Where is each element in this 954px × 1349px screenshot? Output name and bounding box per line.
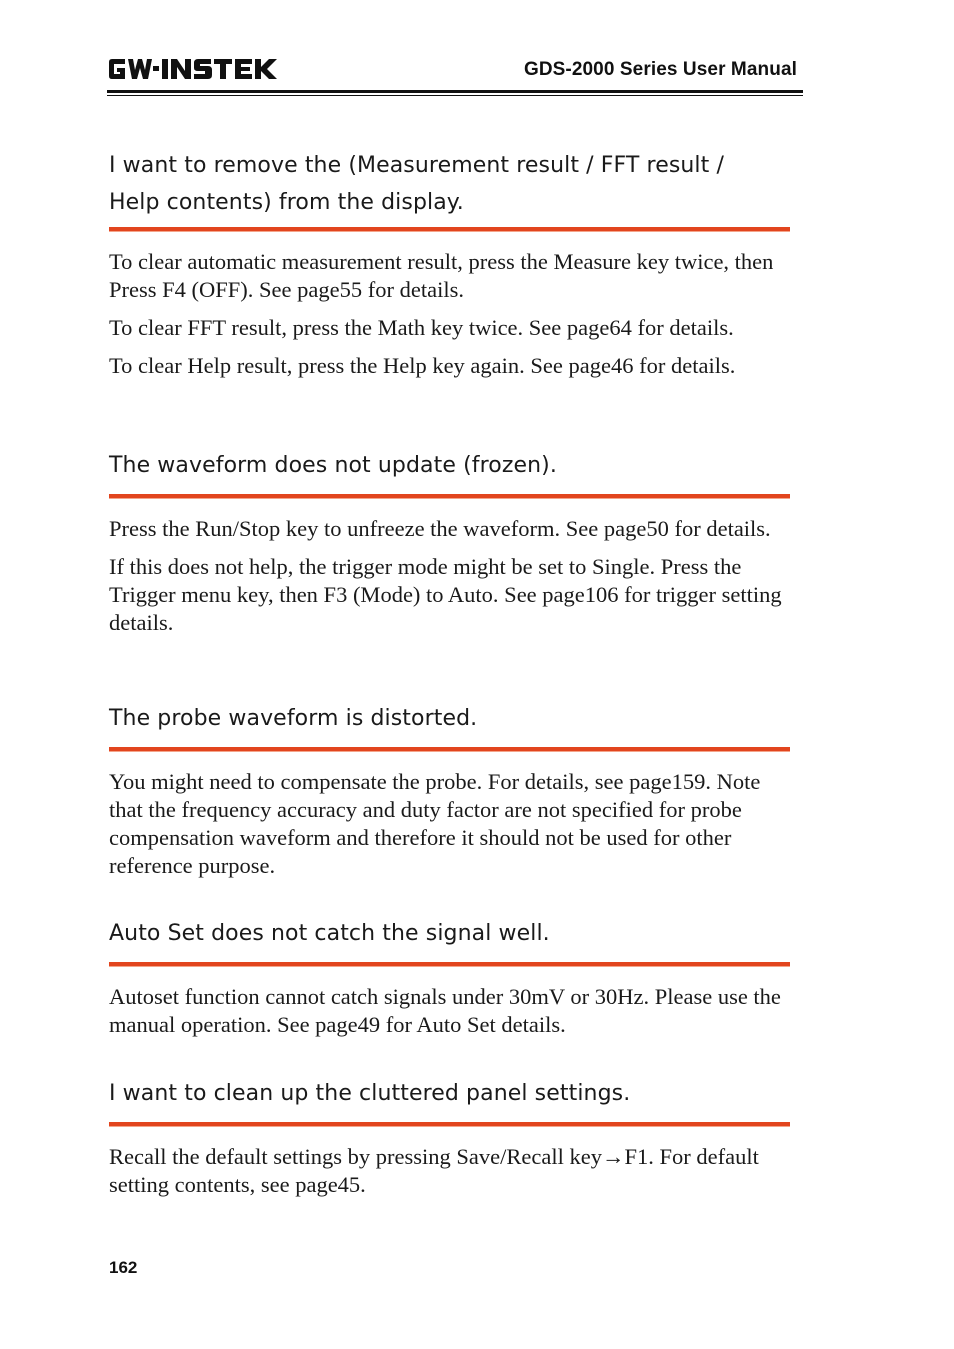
- page-number: 162: [109, 1258, 138, 1277]
- heading-line: Auto Set does not catch the signal well.: [109, 921, 550, 946]
- paragraph: You might need to compensate the probe. For details, see page159. Note that the frequency accuracy and duty factor are not specified for probe compensation waveform and therefore it should not be used for other reference purpose.: [109, 769, 761, 878]
- paragraph: To clear FFT result, press the Math key twice. See page64 for details.: [109, 315, 734, 340]
- section-body: [109, 983, 797, 1039]
- heading-line: The waveform does not update (frozen).: [109, 453, 557, 478]
- section-heading: [109, 915, 797, 952]
- gw-instek-logo: [107, 56, 279, 82]
- section-heading: [109, 700, 797, 737]
- heading-line: I want to remove the (Measurement result / FFT result /: [109, 153, 724, 178]
- heading-line: The probe waveform is distorted.: [109, 706, 478, 731]
- paragraph: To clear Help result, press the Help key again. See page46 for details.: [109, 353, 736, 378]
- section-body: [109, 768, 797, 880]
- section-body: [109, 515, 797, 637]
- section-body: [109, 248, 797, 380]
- paragraph: Autoset function cannot catch signals under 30mV or 30Hz. Please use the manual operation. See page49 for Auto Set details.: [109, 984, 781, 1037]
- paragraph: Press the Run/Stop key to unfreeze the waveform. See page50 for details.: [109, 516, 771, 541]
- heading-line: Help contents) from the display.: [109, 190, 464, 215]
- section-panel-settings: [109, 1075, 797, 1199]
- section-body: [109, 1143, 797, 1199]
- section-autoset: [109, 915, 797, 1039]
- header-divider-thin: [107, 95, 803, 96]
- manual-title: GDS-2000 Series User Manual: [523, 59, 797, 80]
- section-rule: [109, 227, 790, 232]
- section-probe-distorted: [109, 700, 797, 880]
- gw-instek-logo-icon: [107, 56, 279, 82]
- section-waveform-frozen: [109, 447, 797, 637]
- section-heading: [109, 447, 797, 484]
- section-rule: [109, 962, 790, 967]
- paragraph: To clear automatic measurement result, press the Measure key twice, then Press F4 (OFF). See page55 for details.: [109, 249, 774, 302]
- section-rule: [109, 1122, 790, 1127]
- section-heading: [109, 1075, 797, 1112]
- section-rule: [109, 747, 790, 752]
- page-header: [107, 50, 803, 98]
- paragraph: Recall the default settings by pressing Save/Recall key→F1. For default setting contents, see page45.: [109, 1144, 759, 1197]
- paragraph: If this does not help, the trigger mode might be set to Single. Press the Trigger menu key, then F3 (Mode) to Auto. See page106 for trigger setting details.: [109, 554, 782, 635]
- section-rule: [109, 494, 790, 499]
- heading-line: I want to clean up the cluttered panel settings.: [109, 1081, 631, 1106]
- header-divider: [107, 90, 803, 93]
- section-heading: [109, 147, 797, 221]
- section-remove-display-items: [109, 147, 797, 380]
